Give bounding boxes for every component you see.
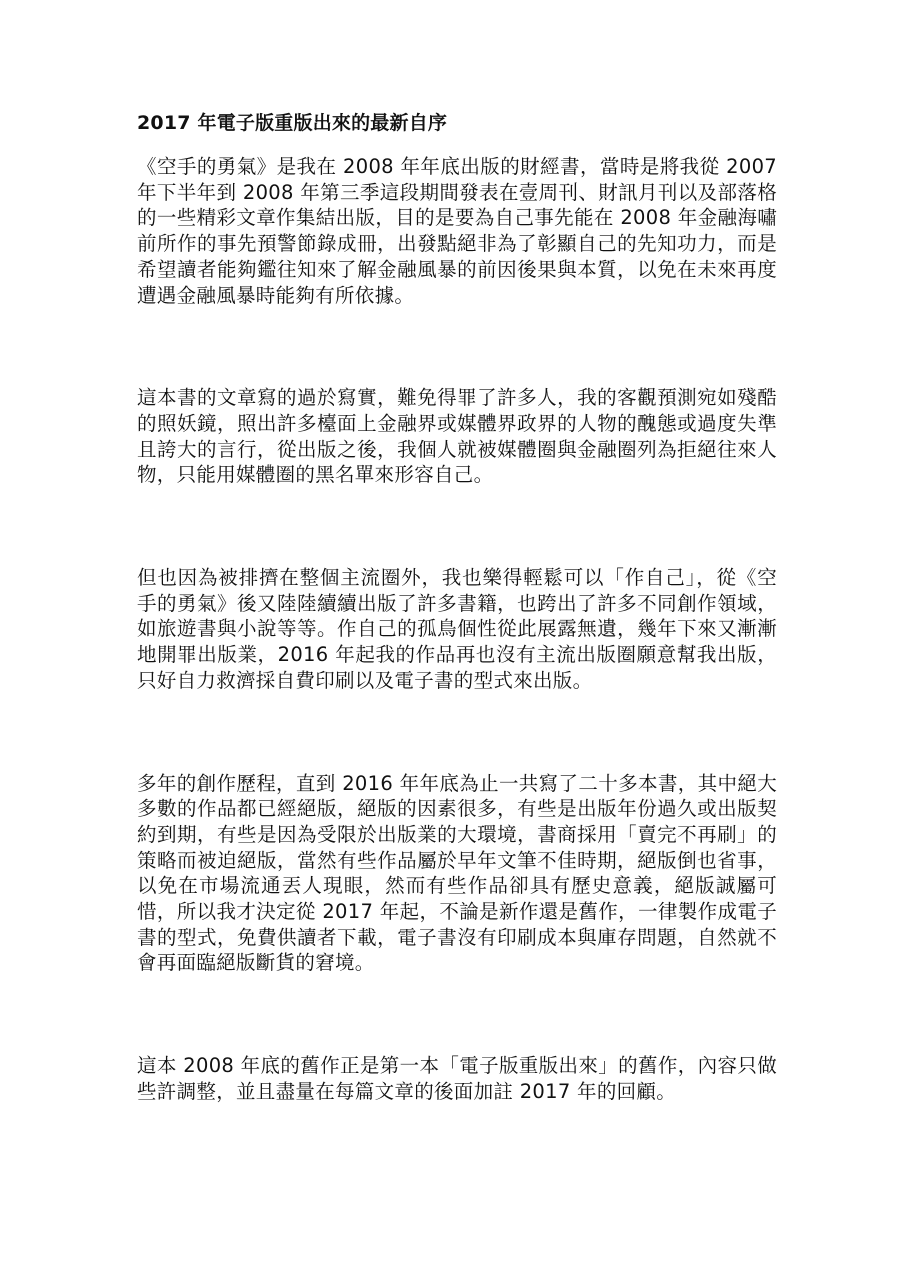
- paragraph-spacer: [137, 308, 777, 385]
- paragraph-2: 這本書的文章寫的過於寫實，難免得罪了許多人，我的客觀預測宛如殘酷的照妖鏡，照出許多檯面上金融界或媒體界政界的人物的醜態或過度失準且誇大的言行，從出版之後，我個人就被媒體圈與金融圈列為拒絕往來人物，只能用媒體圈的黑名單來形容自己。: [137, 386, 777, 487]
- paragraph-spacer: [137, 694, 777, 771]
- paragraph-spacer: [137, 976, 777, 1053]
- paragraph-4: 多年的創作歷程，直到 2016 年年底為止一共寫了二十多本書，其中絕大多數的作品都已經絕版，絕版的因素很多，有些是出版年份過久或出版契約到期，有些是因為受限於出版業的大環境，書商採用「賣完不再刷」的策略而被迫絕版，當然有些作品屬於早年文筆不佳時期，絕版倒也省事，以免在市場流通丟人現眼，然而有些作品卻具有歷史意義，絕版誠屬可惜，所以我才決定從 2017 年起，不論是新作還是舊作，一律製作成電子書的型式，免費供讀者下載，電子書沒有印刷成本與庫存問題，自然就不會再面臨絕版斷貨的窘境。: [137, 771, 777, 975]
- document-body: [137, 108, 777, 1105]
- paragraph-3: 但也因為被排擠在整個主流圈外，我也樂得輕鬆可以「作自己」，從《空手的勇氣》後又陸陸續續出版了許多書籍，也跨出了許多不同創作領域，如旅遊書與小說等等。作自己的孤鳥個性從此展露無遺，幾年下來又漸漸地開罪出版業，2016 年起我的作品再也沒有主流出版圈願意幫我出版，只好自力救濟採自費印刷以及電子書的型式來出版。: [137, 566, 777, 692]
- paragraph-5: 這本 2008 年底的舊作正是第一本「電子版重版出來」的舊作，內容只做些許調整，並且盡量在每篇文章的後面加註 2017 年的回顧。: [137, 1054, 777, 1103]
- paragraph-1: 《空手的勇氣》是我在 2008 年年底出版的財經書，當時是將我從 2007 年下半年到 2008 年第三季這段期間發表在壹周刊、財訊月刊以及部落格的一些精彩文章作集結出版，目的是要為自己事先能在 2008 年金融海嘯前所作的事先預警節錄成冊，出發點絕非為了彰顯自己的先知功力，而是希望讀者能夠鑑往知來了解金融風暴的前因後果與本質，以免在未來再度遭遇金融風暴時能夠有所依據。: [137, 155, 777, 307]
- paragraph-spacer: [137, 488, 777, 565]
- document-title: 2017 年電子版重版出來的最新自序: [137, 112, 448, 134]
